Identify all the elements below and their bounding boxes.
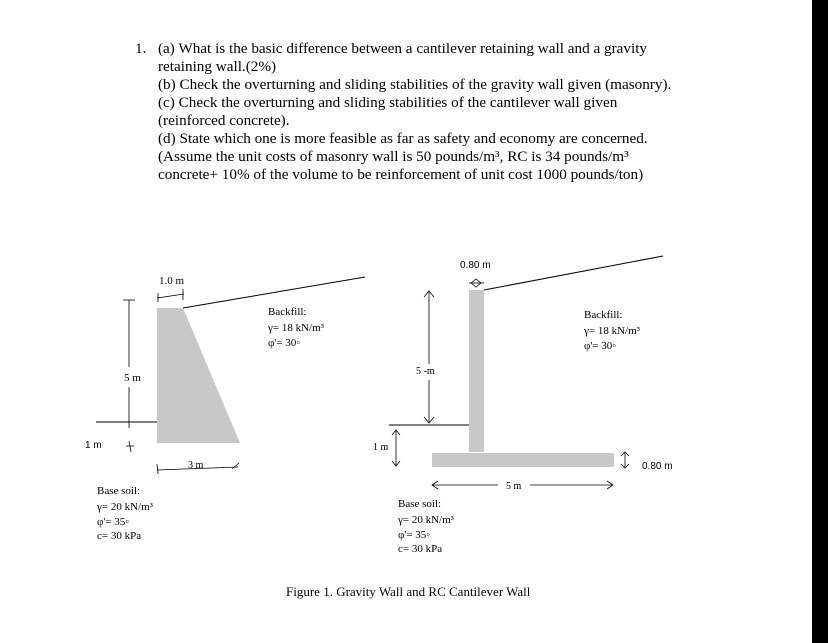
- gravity-height-label: 5 m: [124, 372, 141, 384]
- gravity-top-width-label: 1.0 m: [159, 275, 185, 287]
- cantilever-base-soil-phi: φ'= 35◦: [398, 529, 431, 541]
- question-line-d3: concrete+ 10% of the volume to be reinforcement of unit cost 1000 pounds/ton): [158, 166, 644, 183]
- question-number: 1.: [135, 40, 147, 57]
- cantilever-embedment-label: 1 m: [373, 442, 389, 453]
- question-line-a2: retaining wall.(2%): [158, 58, 277, 75]
- cantilever-base-slab: [432, 453, 614, 467]
- question-line-a1: (a) What is the basic difference between a cantilever retaining wall and a gravity: [158, 40, 648, 57]
- cantilever-stem-thickness-label: 0.80 m: [460, 260, 491, 271]
- gravity-backfill-phi: φ'= 30◦: [268, 337, 301, 349]
- cantilever-backfill-gamma: γ= 18 kN/m³: [584, 325, 640, 337]
- gravity-base-width-label: 3 m: [188, 460, 204, 471]
- cantilever-base-thickness-label: 0.80 m: [642, 461, 673, 472]
- gravity-backfill-gamma: γ= 18 kN/m³: [268, 322, 324, 334]
- gravity-base-soil-title: Base soil:: [97, 485, 141, 497]
- cantilever-backfill-surface: [484, 256, 663, 290]
- cantilever-base-soil-c: c= 30 kPa: [398, 543, 443, 555]
- question-line-c1: (c) Check the overturning and sliding stabilities of the cantilever wall given: [158, 94, 618, 111]
- gravity-base-soil-gamma: γ= 20 kN/m³: [97, 501, 153, 513]
- cantilever-base-soil-title: Base soil:: [398, 498, 442, 510]
- cantilever-height-label: 5 -m: [416, 366, 435, 377]
- question-line-b: (b) Check the overturning and sliding stabilities of the gravity wall given (masonry).: [158, 76, 672, 93]
- figure-caption: Figure 1. Gravity Wall and RC Cantilever Wall: [286, 584, 531, 599]
- cantilever-stem: [469, 290, 484, 452]
- cantilever-base-soil-gamma: γ= 20 kN/m³: [398, 514, 454, 526]
- gravity-base-soil-c: c= 30 kPa: [97, 530, 142, 542]
- cantilever-base-width-label: 5 m: [506, 481, 522, 492]
- cantilever-backfill-phi: φ'= 30◦: [584, 340, 617, 352]
- question-line-d2: (Assume the unit costs of masonry wall is 50 pounds/m³, RC is 34 pounds/m³: [158, 148, 629, 165]
- gravity-embedment-label: 1 m: [85, 440, 102, 451]
- gravity-base-soil-phi: φ'= 35◦: [97, 516, 130, 528]
- gravity-wall-body: [157, 308, 240, 443]
- cantilever-backfill-title: Backfill:: [584, 309, 623, 321]
- gravity-embedment-tick: [129, 441, 131, 452]
- gravity-top-width-dim: [157, 294, 184, 298]
- question-line-c2: (reinforced concrete).: [158, 112, 290, 129]
- gravity-base-width-tick-right: [232, 463, 239, 469]
- gravity-base-width-tick-left: [157, 464, 158, 474]
- question-line-d1: (d) State which one is more feasible as far as safety and economy are concerned.: [158, 130, 648, 147]
- gravity-backfill-title: Backfill:: [268, 306, 307, 318]
- gravity-backfill-surface: [183, 277, 365, 308]
